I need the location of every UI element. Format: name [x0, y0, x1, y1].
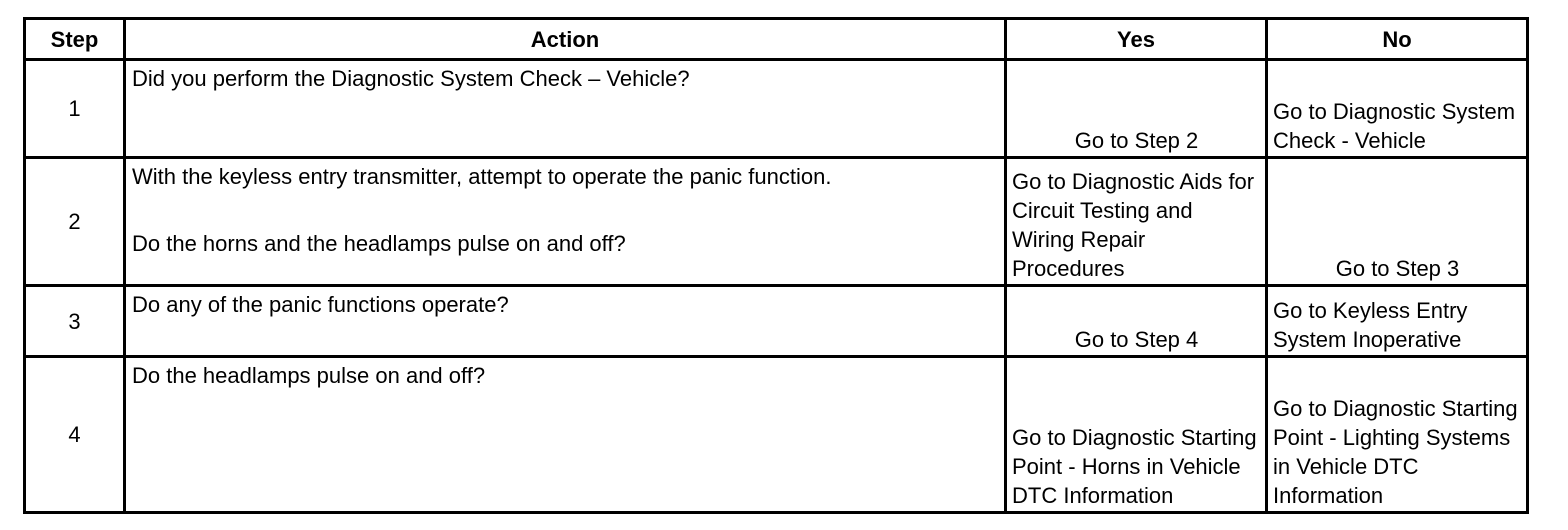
no-result: Go to Diagnostic System Check - Vehicle [1267, 60, 1528, 158]
table-header-row [25, 19, 1528, 60]
yes-result: Go to Step 4 [1006, 286, 1267, 356]
action-cell [125, 60, 1006, 158]
step-number: 3 [25, 286, 125, 356]
yes-result: Go to Diagnostic Starting Point - Horns in Vehicle DTC Information [1006, 356, 1267, 512]
action-cell [125, 356, 1006, 512]
yes-result: Go to Diagnostic Aids for Circuit Testing and Wiring Repair Procedures [1006, 158, 1267, 286]
step-number: 4 [25, 356, 125, 512]
action-question: Do the horns and the headlamps pulse on and off? [132, 231, 626, 257]
action-text: With the keyless entry transmitter, attempt to operate the panic function. [132, 164, 832, 190]
action-text: Do any of the panic functions operate? [132, 292, 509, 318]
yes-result: Go to Step 2 [1006, 60, 1267, 158]
action-spacer [132, 191, 1000, 229]
diagnostic-table [23, 17, 1529, 514]
no-result: Go to Keyless Entry System Inoperative [1267, 286, 1528, 356]
header-action: Action [125, 19, 1006, 60]
table-row [25, 158, 1528, 286]
action-cell [125, 158, 1006, 286]
table-row [25, 356, 1528, 512]
no-result: Go to Diagnostic Starting Point - Lighting Systems in Vehicle DTC Information [1267, 356, 1528, 512]
table-row [25, 60, 1528, 158]
action-text: Did you perform the Diagnostic System Check – Vehicle? [132, 66, 690, 91]
no-result: Go to Step 3 [1267, 158, 1528, 286]
header-step: Step [25, 19, 125, 60]
action-text: Do the headlamps pulse on and off? [132, 362, 486, 388]
step-number: 2 [25, 158, 125, 286]
header-yes: Yes [1006, 19, 1267, 60]
table-row [25, 286, 1528, 356]
step-number: 1 [25, 60, 125, 158]
action-cell [125, 286, 1006, 356]
header-no: No [1267, 19, 1528, 60]
